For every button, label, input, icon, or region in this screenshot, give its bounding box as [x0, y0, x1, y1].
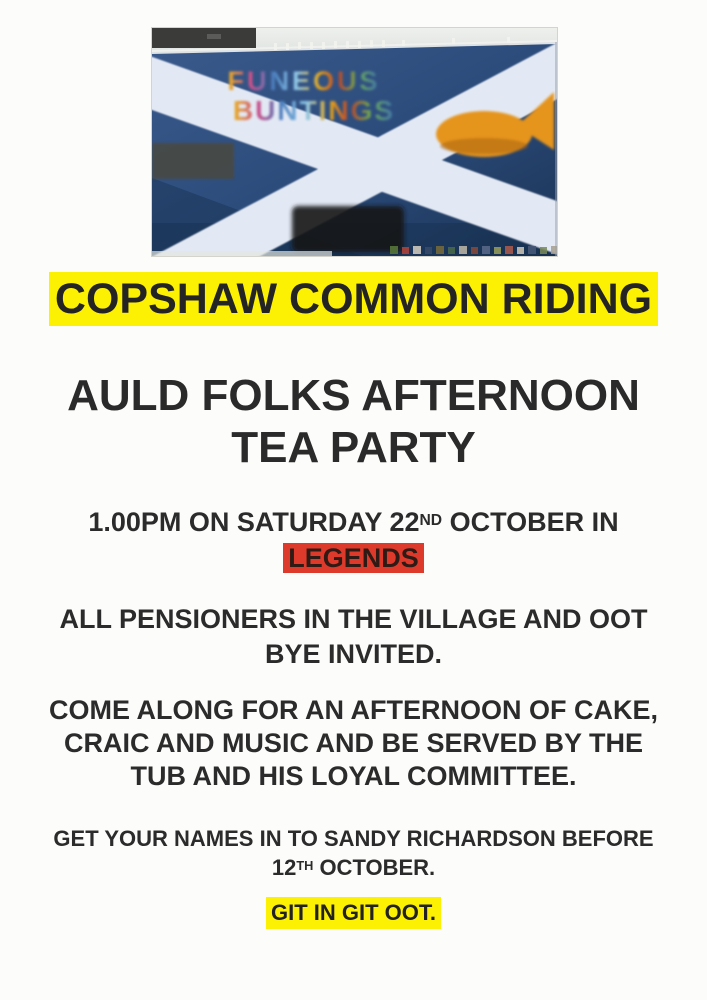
datetime-line	[0, 503, 707, 540]
bunting-text-line1: FUNEOUS	[227, 66, 381, 96]
bunting-text-line2: BUNTINGS	[232, 95, 396, 126]
datetime-ordinal: ND	[419, 512, 443, 529]
heading-line1: AULD FOLKS AFTERNOON	[67, 371, 640, 420]
invitation-line1: ALL PENSIONERS IN THE VILLAGE AND OOT	[59, 604, 648, 634]
rsvp-line1: GET YOUR NAMES IN TO SANDY RICHARDSON BEFORE	[53, 826, 654, 851]
event-datetime	[0, 503, 707, 573]
details-line1: COME ALONG FOR AN AFTERNOON OF CAKE,	[49, 695, 658, 725]
invitation-line2: BYE INVITED.	[264, 639, 443, 669]
main-heading	[0, 370, 707, 474]
flag-photo-graphic	[152, 28, 557, 256]
datetime-post: OCTOBER IN	[442, 506, 619, 537]
bottom-light-edge	[152, 251, 332, 256]
datetime-pre: 1.00PM ON SATURDAY 22	[88, 506, 420, 537]
photo-right-edge	[555, 42, 557, 256]
title-banner: COPSHAW COMMON RIDING	[49, 272, 658, 326]
title-banner-row	[0, 272, 707, 326]
footer-slogan: GIT IN GIT OOT.	[266, 897, 441, 929]
rsvp-date: 12	[271, 854, 297, 880]
venue-highlight: LEGENDS	[283, 543, 424, 573]
rsvp-line2	[0, 852, 707, 881]
rsvp-ordinal: TH	[296, 858, 314, 873]
rsvp-post: OCTOBER.	[313, 854, 436, 880]
details-line3: TUB AND HIS LOYAL COMMITTEE.	[130, 761, 577, 791]
noise-strip	[390, 246, 557, 254]
rsvp-text	[0, 825, 707, 881]
saltire-flag-photo	[152, 28, 557, 256]
footer-row	[0, 897, 707, 929]
invitation-text	[0, 602, 707, 672]
dark-object-bottom	[292, 206, 404, 252]
details-line2: CRAIC AND MUSIC AND BE SERVED BY THE	[63, 728, 644, 758]
venue-row	[0, 543, 707, 573]
details-text	[0, 694, 707, 793]
dark-object-top-left	[152, 28, 256, 48]
heading-line2: TEA PARTY	[231, 423, 476, 472]
bunting-letters	[227, 66, 395, 126]
dark-object-left	[152, 143, 234, 179]
